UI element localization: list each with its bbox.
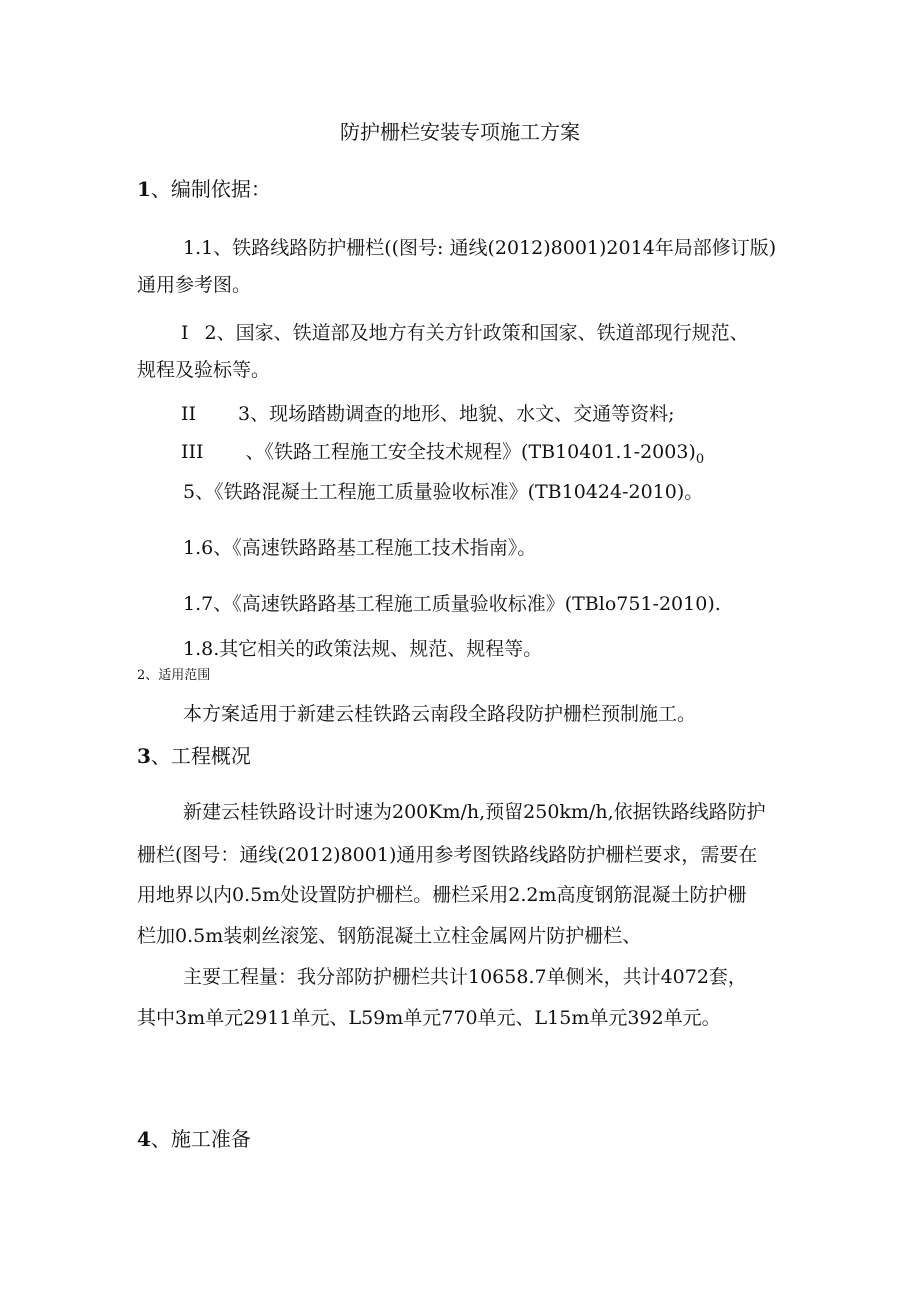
basis-item-1-line-1: 1.1、铁路线路防护栅栏((图号: 通线(2012)8001)2014年局部修订版) <box>183 237 777 259</box>
basis-item-7: 1.7、《高速铁路路基工程施工质量验收标准》(TBlo751-2010). <box>183 593 721 615</box>
basis-item-3 <box>181 402 675 426</box>
overview-p2-line-2: 其中3m单元2911单元、L59m单元770单元、L15m单元392单元。 <box>137 1007 721 1029</box>
basis-item-6: 1.6、《高速铁路路基工程施工技术指南》。 <box>183 537 537 559</box>
basis-item-1-line-2: 通用参考图。 <box>137 274 252 296</box>
basis-item-4-marker: III <box>181 441 204 463</box>
overview-p1-line-4: 栏加0.5m装刺丝滚笼、钢筋混凝土立柱金属网片防护栅栏、 <box>137 925 642 947</box>
section-3-number: 3 <box>137 744 151 768</box>
document-title: 防护栅栏安装专项施工方案 <box>340 120 580 144</box>
basis-item-2-line-1 <box>181 321 749 345</box>
overview-p1-line-2: 栅栏(图号：通线(2012)8001)通用参考图铁路线路防护栅栏要求，需要在 <box>137 844 758 866</box>
section-1-heading <box>137 177 271 201</box>
overview-p1-line-1: 新建云桂铁路设计时速为200Km/h,预留250km/h,依据铁路线路防护 <box>183 801 766 823</box>
overview-p2-line-1: 主要工程量：我分部防护栅栏共计10658.7单侧米，共计4072套， <box>183 966 747 988</box>
overview-p1-line-3: 用地界以内0.5m处设置防护栅栏。栅栏采用2.2m高度钢筋混凝土防护栅 <box>137 884 747 906</box>
section-4-heading <box>137 1127 251 1151</box>
basis-item-3-marker: II <box>181 403 197 425</box>
section-2-body: 本方案适用于新建云桂铁路云南段全路段防护栅栏预制施工。 <box>183 703 697 725</box>
section-3-title: 、工程概况 <box>150 744 251 768</box>
basis-item-4-subscript: 0 <box>695 451 705 467</box>
basis-item-2-marker: I <box>181 322 189 344</box>
basis-item-8: 1.8.其它相关的政策法规、规范、规程等。 <box>183 638 543 660</box>
section-4-number: 4 <box>137 1127 151 1151</box>
basis-item-2-line-2: 规程及验标等。 <box>137 359 271 381</box>
section-1-title: 、编制依据： <box>150 177 271 201</box>
basis-item-4 <box>181 440 704 472</box>
section-3-heading <box>137 744 251 768</box>
section-4-title: 、施工准备 <box>150 1127 251 1151</box>
section-1-number: 1 <box>137 177 151 201</box>
basis-item-5: 5、《铁路混凝土工程施工质量验收标准》(TB10424-2010)。 <box>183 481 704 503</box>
section-2-heading: 2、适用范围 <box>137 668 211 683</box>
basis-item-3-text: 3、现场踏勘调查的地形、地貌、水文、交通等资料; <box>238 403 675 425</box>
basis-item-4-text: 、《铁路工程施工安全技术规程》(TB10401.1-2003) <box>245 441 696 463</box>
basis-item-2-text: 2、国家、铁道部及地方有关方针政策和国家、铁道部现行规范、 <box>204 322 749 344</box>
